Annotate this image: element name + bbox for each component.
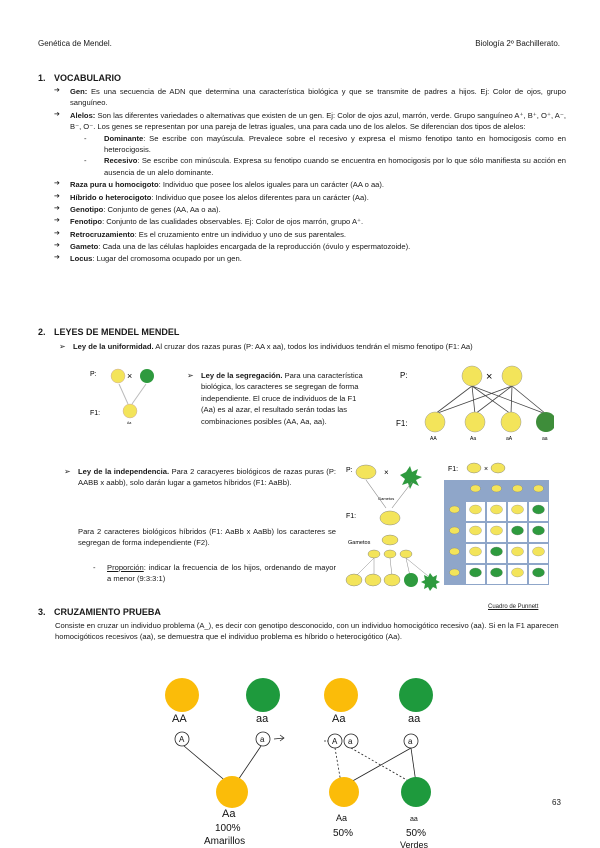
tc-right-child-Aa bbox=[329, 777, 359, 807]
seg-child-aA bbox=[501, 412, 521, 432]
ley-independencia-f2: Para 2 caracteres biológicos híbridos (F1: AaBb x AaBb) los caracteres se segregan de forma independiente (F2). bbox=[78, 527, 336, 548]
punnett-pea bbox=[470, 526, 482, 535]
ind-times: × bbox=[384, 468, 389, 477]
section-2-heading: 2. LEYES DE MENDEL MENDEL bbox=[38, 327, 180, 337]
punnett-caption: Cuadro de Punnett bbox=[488, 604, 539, 610]
punnett-pea bbox=[512, 505, 524, 514]
tc-right-g1: A bbox=[332, 737, 338, 746]
ind-gamete-3 bbox=[400, 550, 412, 558]
proporcion: - Proporción: indicar la frecuencia de los hijos, ordenando de mayor a menor (9:3:3:1) bbox=[93, 563, 336, 584]
punnett-pea bbox=[533, 526, 545, 535]
punnett-cell bbox=[445, 481, 464, 500]
punnett-svg bbox=[442, 462, 554, 586]
tc-left-p1-label: AA bbox=[172, 713, 187, 725]
punnett-pea bbox=[512, 547, 524, 556]
vocab-locus: ➔ Locus: Lugar del cromosoma ocupado por un gen. bbox=[58, 253, 566, 264]
tc-right-parent-Aa bbox=[324, 678, 358, 712]
seg-child-Aa bbox=[465, 412, 485, 432]
tc-left-g1: A bbox=[179, 735, 185, 744]
uni-child-label: Aa bbox=[127, 421, 132, 425]
header-left: Genética de Mendel. bbox=[38, 39, 112, 48]
vocab-dominante: - Dominante: Se escribe con mayúscula. Prevalece sobre el recesivo y expresa el mismo fenotipo tanto en homocigosis como en heterocigosis. bbox=[80, 133, 566, 156]
ley-segregacion: ➢ Ley de la segregación. Para una característica biológica, los caracteres se segregan de forma independiente. El cruce de individuos de la F1 (Aa) es al azar, el resultado serán todas las combinaciones posibles (AA, Aa, aa). bbox=[201, 370, 369, 427]
punnett-pea bbox=[533, 568, 545, 577]
seg-label-1: Aa bbox=[470, 436, 477, 442]
ind-gametos-top: Gametos bbox=[378, 496, 395, 501]
tc-right-pct1: 50% bbox=[333, 828, 354, 839]
uni-parent-green bbox=[140, 369, 154, 383]
seg-parent-2 bbox=[502, 366, 522, 386]
uni-line-2 bbox=[132, 384, 146, 404]
vocab-raza-pura: ➔ Raza pura u homocigoto: Individuo que posee los alelos iguales para un carácter (AA o aa). bbox=[58, 179, 566, 190]
uni-child bbox=[123, 404, 137, 418]
seg-child-AA bbox=[425, 412, 445, 432]
punnett-pea bbox=[512, 526, 524, 535]
ind-label-p: P: bbox=[346, 467, 353, 474]
ind-gamete-2 bbox=[384, 550, 396, 558]
seg-label-p: P: bbox=[400, 371, 408, 380]
cruzamiento-text: Consiste en cruzar un individuo problema (A_), es decir con genotipo desconocido, con un individuo homocigótico recesivo (aa). Si en la F1 aparecen homocigóticos recesivos (aa), se demuestra que el individuo problema es híbrido o heterocigótico (Aa). bbox=[55, 621, 559, 642]
punnett-pea bbox=[534, 485, 544, 492]
vocab-gameto: ➔ Gameto: Cada una de las células haploides encargada de la reproducción (óvulo y espermatozoide). bbox=[58, 241, 566, 252]
ind-gametos-label: Gametos bbox=[348, 540, 371, 546]
punnett-pea bbox=[512, 568, 524, 577]
punnett-pea bbox=[450, 548, 460, 555]
ind-label-f1: F1: bbox=[346, 513, 357, 520]
punnett-area bbox=[442, 462, 554, 586]
punnett-pea bbox=[470, 505, 482, 514]
punnett-pea bbox=[513, 485, 523, 492]
segregation-diagram bbox=[394, 360, 554, 442]
seg-label-2: aA bbox=[506, 436, 513, 442]
ley-uniformidad: ➢ Ley de la uniformidad. Al cruzar dos razas puras (P: AA x aa), todos los individuos tendrán el mismo fenotipo (F1: Aa) bbox=[73, 341, 573, 352]
punnett-pea bbox=[470, 568, 482, 577]
tc-right-g3: a bbox=[408, 737, 413, 746]
section-1-heading: 1. VOCABULARIO bbox=[38, 73, 121, 83]
tc-left-pct: 100% bbox=[215, 823, 241, 834]
section-3-heading: 3. CRUZAMIENTO PRUEBA bbox=[38, 607, 161, 617]
uni-times: × bbox=[127, 371, 133, 381]
seg-child-aa bbox=[536, 412, 554, 432]
vocab-retrocruzamiento: ➔ Retrocruzamiento: Es el cruzamiento entre un individuo y uno de sus parentales. bbox=[58, 229, 566, 240]
tc-right-p1-label: Aa bbox=[332, 713, 346, 725]
tc-right-p2-label: aa bbox=[408, 713, 421, 725]
seg-parent-1 bbox=[462, 366, 482, 386]
seg-label-3: aa bbox=[542, 436, 548, 442]
punnett-pea bbox=[491, 526, 503, 535]
tc-right-child1-label: Aa bbox=[336, 813, 348, 823]
uni-line-1 bbox=[119, 384, 128, 404]
punnett-pea bbox=[491, 568, 503, 577]
tc-left-g2: a bbox=[260, 735, 265, 744]
punnett-pea bbox=[491, 547, 503, 556]
punnett-pea bbox=[450, 506, 460, 513]
vocab-genotipo: ➔ Genotipo: Conjunto de genes (AA, Aa o aa). bbox=[58, 204, 566, 215]
tc-left-child bbox=[216, 776, 248, 808]
tc-right-desc2: Verdes bbox=[400, 840, 429, 848]
punnett-pea bbox=[450, 569, 460, 576]
seg-label-0: AA bbox=[430, 436, 437, 442]
independence-diagram bbox=[344, 460, 444, 592]
punnett-pea bbox=[450, 527, 460, 534]
header-right: Biología 2º Bachillerato. bbox=[475, 39, 560, 48]
tc-right-parent-aa bbox=[399, 678, 433, 712]
seg-label-f1: F1: bbox=[396, 419, 408, 428]
uni-parent-yellow bbox=[111, 369, 125, 383]
ind-gamete-mid bbox=[382, 535, 398, 545]
punnett-pea bbox=[533, 505, 545, 514]
vocab-fenotipo: ➔ Fenotipo: Conjunto de las cualidades observables. Ej: Color de ojos marrón, grupo A⁺. bbox=[58, 216, 566, 227]
tc-right-child2-label: aa bbox=[410, 816, 418, 823]
punnett-times: × bbox=[484, 466, 489, 473]
vocab-gen: ➔ Gen: Es una secuencia de ADN que determina una característica biológica y que se transmite de padres a hijos. Ej: Color de ojos, grupo sanguíneo. bbox=[58, 86, 566, 109]
tc-right-pct2: 50% bbox=[406, 828, 427, 839]
punnett-pea bbox=[470, 547, 482, 556]
test-cross-diagram bbox=[160, 675, 460, 848]
punnett-pea bbox=[471, 485, 481, 492]
uni-label-p: P: bbox=[90, 371, 97, 378]
punnett-label-f1: F1: bbox=[448, 466, 459, 473]
tc-right-child-aa bbox=[401, 777, 431, 807]
tc-left-parent-aa bbox=[246, 678, 280, 712]
uni-label-f1: F1: bbox=[90, 410, 101, 417]
page-number: 63 bbox=[552, 798, 561, 807]
ind-gamete-1 bbox=[368, 550, 380, 558]
ind-parent-green bbox=[400, 466, 422, 489]
punnett-pea bbox=[492, 485, 502, 492]
vocab-hibrido: ➔ Híbrido o heterocigoto: Individuo que posee los alelos diferentes para un carácter (Aa). bbox=[58, 192, 566, 203]
punnett-pea bbox=[491, 505, 503, 514]
tc-left-p2-label: aa bbox=[256, 713, 269, 725]
ind-parent-yellow bbox=[356, 465, 376, 479]
seg-times: × bbox=[486, 371, 493, 383]
vocab-alelos: ➔ Alelos: Son las diferentes variedades o alternativas que existen de un gen. Ej: Color de ojos azul, marrón, verde. Grupo sanguíneo A⁺, B⁺, O⁺, A⁻, B⁻, O⁻. Los genes se representan por una pareja de letras iguales, una para cada uno de los alelos. Se diferencian dos tipos de alelos: - Dominante: Se escribe con mayúscula. Prevalece sobre el recesivo y expresa el mismo fenotipo tanto en homocigosis como en heterocigosis. - Recesivo: Se escribe con minúscula. Expresa su fenotipo cuando se encuentra en homocigosis por lo que sólo manifiesta su acción en ausencia de un alelo dominante. bbox=[58, 110, 566, 178]
punnett-grid bbox=[444, 480, 549, 586]
punnett-pea bbox=[533, 547, 545, 556]
vocabulary-list bbox=[58, 86, 566, 266]
ley-independencia: ➢ Ley de la independencia. Para 2 caracyeres biológicos de razas puras (P: AABB x aabb), solo darán lugar a gametos híbridos (F1: AaBb). bbox=[78, 466, 336, 489]
ind-f1 bbox=[380, 511, 400, 525]
tc-left-desc: Amarillos bbox=[204, 836, 246, 847]
uniformity-diagram bbox=[88, 362, 168, 430]
tc-right-g2: a bbox=[348, 737, 353, 746]
tc-left-parent-AA bbox=[165, 678, 199, 712]
tc-left-child-label: Aa bbox=[222, 808, 236, 820]
vocab-recesivo: - Recesivo: Se escribe con minúscula. Expresa su fenotipo cuando se encuentra en homocigosis por lo que sólo manifiesta su acción en ausencia de un alelo dominante. bbox=[80, 155, 566, 178]
